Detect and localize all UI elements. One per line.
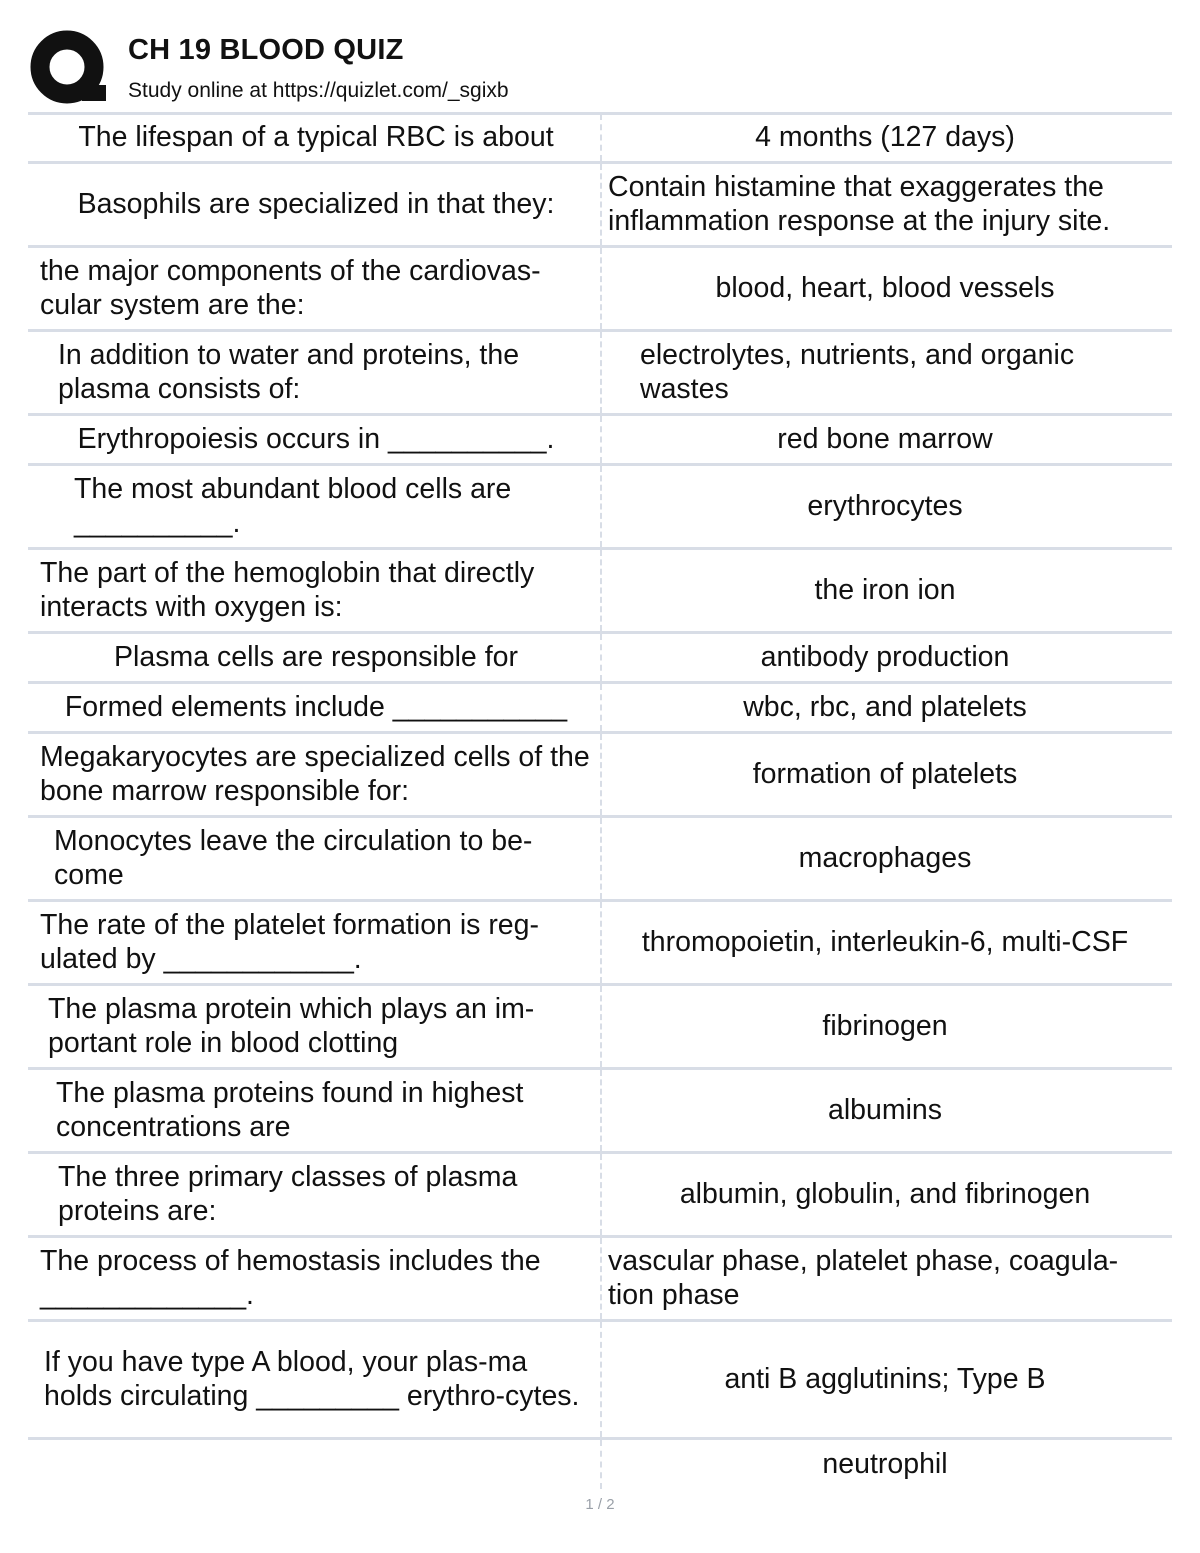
card-definition: neutrophil <box>601 1439 1172 1489</box>
table-row <box>28 817 1172 901</box>
card-definition: albumin, globulin, and fibrinogen <box>601 1153 1172 1237</box>
table-row <box>28 633 1172 683</box>
card-definition: vascular phase, platelet phase, coagula-tion phase <box>601 1237 1172 1321</box>
card-term: The process of hemostasis includes the _____________. <box>28 1237 601 1321</box>
table-row <box>28 549 1172 633</box>
card-definition: electrolytes, nutrients, and organic wastes <box>601 331 1172 415</box>
card-term: Monocytes leave the circulation to be-come <box>28 817 601 901</box>
card-term: The rate of the platelet formation is reg-ulated by ____________. <box>28 901 601 985</box>
table-row <box>28 465 1172 549</box>
card-definition: the iron ion <box>601 549 1172 633</box>
card-definition: 4 months (127 days) <box>601 114 1172 163</box>
card-definition: thromopoietin, interleukin-6, multi-CSF <box>601 901 1172 985</box>
card-definition: Contain histamine that exaggerates the inflammation response at the injury site. <box>601 163 1172 247</box>
document-title: CH 19 BLOOD QUIZ <box>128 34 404 66</box>
table-row <box>28 733 1172 817</box>
card-term: The plasma protein which plays an im-portant role in blood clotting <box>28 985 601 1069</box>
card-term: Formed elements include ___________ <box>28 683 601 733</box>
table-row <box>28 114 1172 163</box>
card-definition: formation of platelets <box>601 733 1172 817</box>
table-row <box>28 247 1172 331</box>
card-definition: fibrinogen <box>601 985 1172 1069</box>
card-definition: wbc, rbc, and platelets <box>601 683 1172 733</box>
document-header <box>28 26 1178 110</box>
table-row <box>28 1439 1172 1489</box>
card-definition: blood, heart, blood vessels <box>601 247 1172 331</box>
card-term: Erythropoiesis occurs in __________. <box>28 415 601 465</box>
card-term: The plasma proteins found in highest concentrations are <box>28 1069 601 1153</box>
card-term: The part of the hemoglobin that directly interacts with oxygen is: <box>28 549 601 633</box>
table-row <box>28 331 1172 415</box>
card-term: Plasma cells are responsible for <box>28 633 601 683</box>
card-term: the major components of the cardiovas-cular system are the: <box>28 247 601 331</box>
card-definition: macrophages <box>601 817 1172 901</box>
card-term: In addition to water and proteins, the plasma consists of: <box>28 331 601 415</box>
flashcard-table <box>28 114 1172 1489</box>
card-definition: red bone marrow <box>601 415 1172 465</box>
card-definition: anti B agglutinins; Type B <box>601 1321 1172 1439</box>
table-row <box>28 901 1172 985</box>
card-term: The lifespan of a typical RBC is about <box>28 114 601 163</box>
card-definition: erythrocytes <box>601 465 1172 549</box>
table-row <box>28 1069 1172 1153</box>
quizlet-q-logo-icon <box>30 30 108 108</box>
table-row <box>28 1237 1172 1321</box>
card-definition: albumins <box>601 1069 1172 1153</box>
table-row <box>28 1321 1172 1439</box>
card-term <box>28 1439 601 1489</box>
study-online-link[interactable]: Study online at https://quizlet.com/_sgixb <box>128 79 509 102</box>
table-row <box>28 163 1172 247</box>
card-term: The three primary classes of plasma proteins are: <box>28 1153 601 1237</box>
table-row <box>28 985 1172 1069</box>
page-indicator: 1 / 2 <box>585 1496 615 1513</box>
table-row <box>28 683 1172 733</box>
card-term: If you have type A blood, your plas-ma holds circulating _________ erythro-cytes. <box>28 1321 601 1439</box>
card-term: The most abundant blood cells are __________. <box>28 465 601 549</box>
card-definition: antibody production <box>601 633 1172 683</box>
card-term: Megakaryocytes are specialized cells of the bone marrow responsible for: <box>28 733 601 817</box>
card-term: Basophils are specialized in that they: <box>28 163 601 247</box>
table-row <box>28 1153 1172 1237</box>
table-row <box>28 415 1172 465</box>
